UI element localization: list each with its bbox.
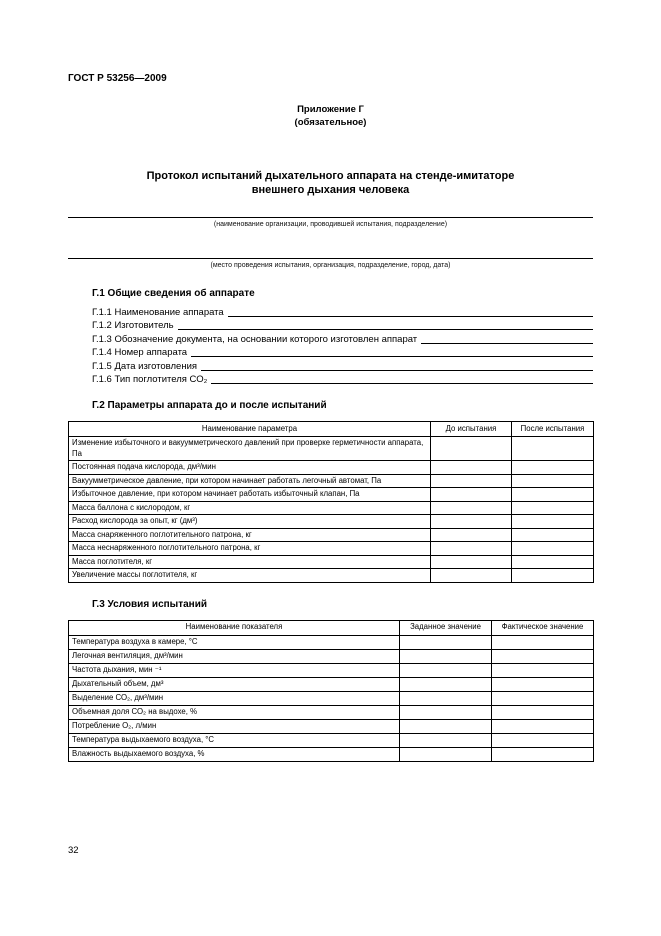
form-line-blank [211,383,593,384]
form-line [92,373,593,387]
value-cell-actual [492,733,594,747]
form-line-label: Г.1.2 Изготовитель [92,320,174,331]
form-line-blank [178,329,593,330]
table-row [69,649,594,663]
table-row [69,733,594,747]
form-line [92,346,593,360]
table-row [69,542,594,556]
table-header-cell: Заданное значение [400,620,492,635]
param-name-cell: Расход кислорода за опыт, кг (дм³) [69,515,431,529]
form-line [92,332,593,346]
value-cell-actual [492,635,594,649]
table-header-cell: Фактическое значение [492,620,594,635]
table-header-cell: До испытания [431,422,512,437]
value-cell-actual [492,719,594,733]
param-name-cell: Дыхательный объем, дм³ [69,677,400,691]
document-title [68,169,593,197]
place-signature-line [68,258,593,259]
signature-caption: (место проведения испытания, организация, подразделение, город, дата) [210,262,451,269]
table-row [69,528,594,542]
value-cell-before [431,461,512,475]
form-line-label: Г.1.6 Тип поглотителя СО₂ [92,374,208,385]
param-name-cell: Потребление О₂, л/мин [69,719,400,733]
value-cell-set [400,719,492,733]
table-header-cell: Наименование параметра [69,422,431,437]
table-row [69,663,594,677]
param-name-cell: Температура выдыхаемого воздуха, °С [69,733,400,747]
param-name-cell: Увеличение массы поглотителя, кг [69,569,431,583]
value-cell-actual [492,663,594,677]
form-line-label: Г.1.4 Номер аппарата [92,347,188,358]
value-cell-before [431,528,512,542]
value-cell-after [512,555,594,569]
table-row [69,569,594,583]
table-row [69,719,594,733]
form-line-blank [421,343,593,344]
value-cell-after [512,474,594,488]
value-cell-set [400,705,492,719]
param-name-cell: Масса баллона с кислородом, кг [69,501,431,515]
value-cell-after [512,569,594,583]
value-cell-after [512,528,594,542]
value-cell-set [400,635,492,649]
form-line [92,305,593,319]
value-cell-set [400,649,492,663]
table-row [69,691,594,705]
form-line [92,359,593,373]
value-cell-set [400,663,492,677]
value-cell-before [431,488,512,502]
table-header-cell: После испытания [512,422,594,437]
table-row [69,461,594,475]
value-cell-after [512,437,594,461]
value-cell-before [431,542,512,556]
form-line-blank [191,356,593,357]
value-cell-actual [492,691,594,705]
table-header-cell: Наименование показателя [69,620,400,635]
value-cell-after [512,542,594,556]
value-cell-actual [492,705,594,719]
table-row [69,501,594,515]
table-row [69,705,594,719]
appendix-label: Приложение Г [297,104,364,115]
value-cell-after [512,501,594,515]
section-heading-g1: Г.1 Общие сведения об аппарате [92,288,255,299]
table-row [69,474,594,488]
value-cell-before [431,555,512,569]
param-name-cell: Избыточное давление, при котором начинает работать избыточный клапан, Па [69,488,431,502]
param-name-cell: Влажность выдыхаемого воздуха, % [69,747,400,761]
param-name-cell: Изменение избыточного и вакуумметрического давлений при проверке герметичности аппарата, Па [69,437,431,461]
param-name-cell: Вакуумметрическое давление, при котором начинает работать легочный автомат, Па [69,474,431,488]
table-header-row [69,422,594,437]
form-line-label: Г.1.5 Дата изготовления [92,360,198,372]
value-cell-set [400,747,492,761]
form-line-label: Г.1.3 Обозначение документа, на основании которого изготовлен аппарат [92,333,418,345]
parameters-table [68,421,594,583]
table-row [69,677,594,691]
value-cell-set [400,691,492,705]
param-name-cell: Легочная вентиляция, дм³/мин [69,649,400,663]
value-cell-set [400,677,492,691]
value-cell-after [512,488,594,502]
table-row [69,747,594,761]
value-cell-before [431,437,512,461]
table-row [69,488,594,502]
title-line-1: Протокол испытаний дыхательного аппарата на стенде-имитаторе [146,170,515,182]
table-row [69,635,594,649]
value-cell-after [512,461,594,475]
value-cell-actual [492,649,594,663]
value-cell-before [431,515,512,529]
param-name-cell: Выделение СО₂, дм³/мин [69,691,400,705]
param-name-cell: Частота дыхания, мин ⁻¹ [69,663,400,677]
document-code: ГОСТ Р 53256—2009 [68,73,167,84]
section-heading-g3: Г.3 Условия испытаний [92,598,208,610]
value-cell-before [431,474,512,488]
table-row [69,437,594,461]
appendix-note: (обязательное) [294,117,367,128]
form-line [92,319,593,333]
value-cell-before [431,569,512,583]
form-line-label: Г.1.1 Наименование аппарата [92,306,224,318]
table-header-row [69,620,594,635]
value-cell-actual [492,677,594,691]
value-cell-actual [492,747,594,761]
page-number: 32 [68,845,79,856]
organization-signature-line [68,217,593,218]
param-name-cell: Объемная доля СО₂ на выдохе, % [69,705,400,719]
param-name-cell: Масса неснаряженного поглотительного патрона, кг [69,542,431,556]
section-heading-g2: Г.2 Параметры аппарата до и после испытаний [92,400,327,411]
general-info-form [68,305,593,386]
param-name-cell: Масса снаряженного поглотительного патрона, кг [69,528,431,542]
value-cell-set [400,733,492,747]
param-name-cell: Масса поглотителя, кг [69,555,431,569]
form-line-blank [228,316,593,317]
param-name-cell: Постоянная подача кислорода, дм³/мин [69,461,431,475]
table-row [69,555,594,569]
value-cell-before [431,501,512,515]
signature-caption: (наименование организации, проводившей испытания, подразделение) [213,221,448,228]
conditions-table [68,620,594,762]
form-line-blank [201,370,593,371]
title-line-2: внешнего дыхания человека [251,184,410,196]
table-row [69,515,594,529]
param-name-cell: Температура воздуха в камере, °С [69,635,400,649]
value-cell-after [512,515,594,529]
